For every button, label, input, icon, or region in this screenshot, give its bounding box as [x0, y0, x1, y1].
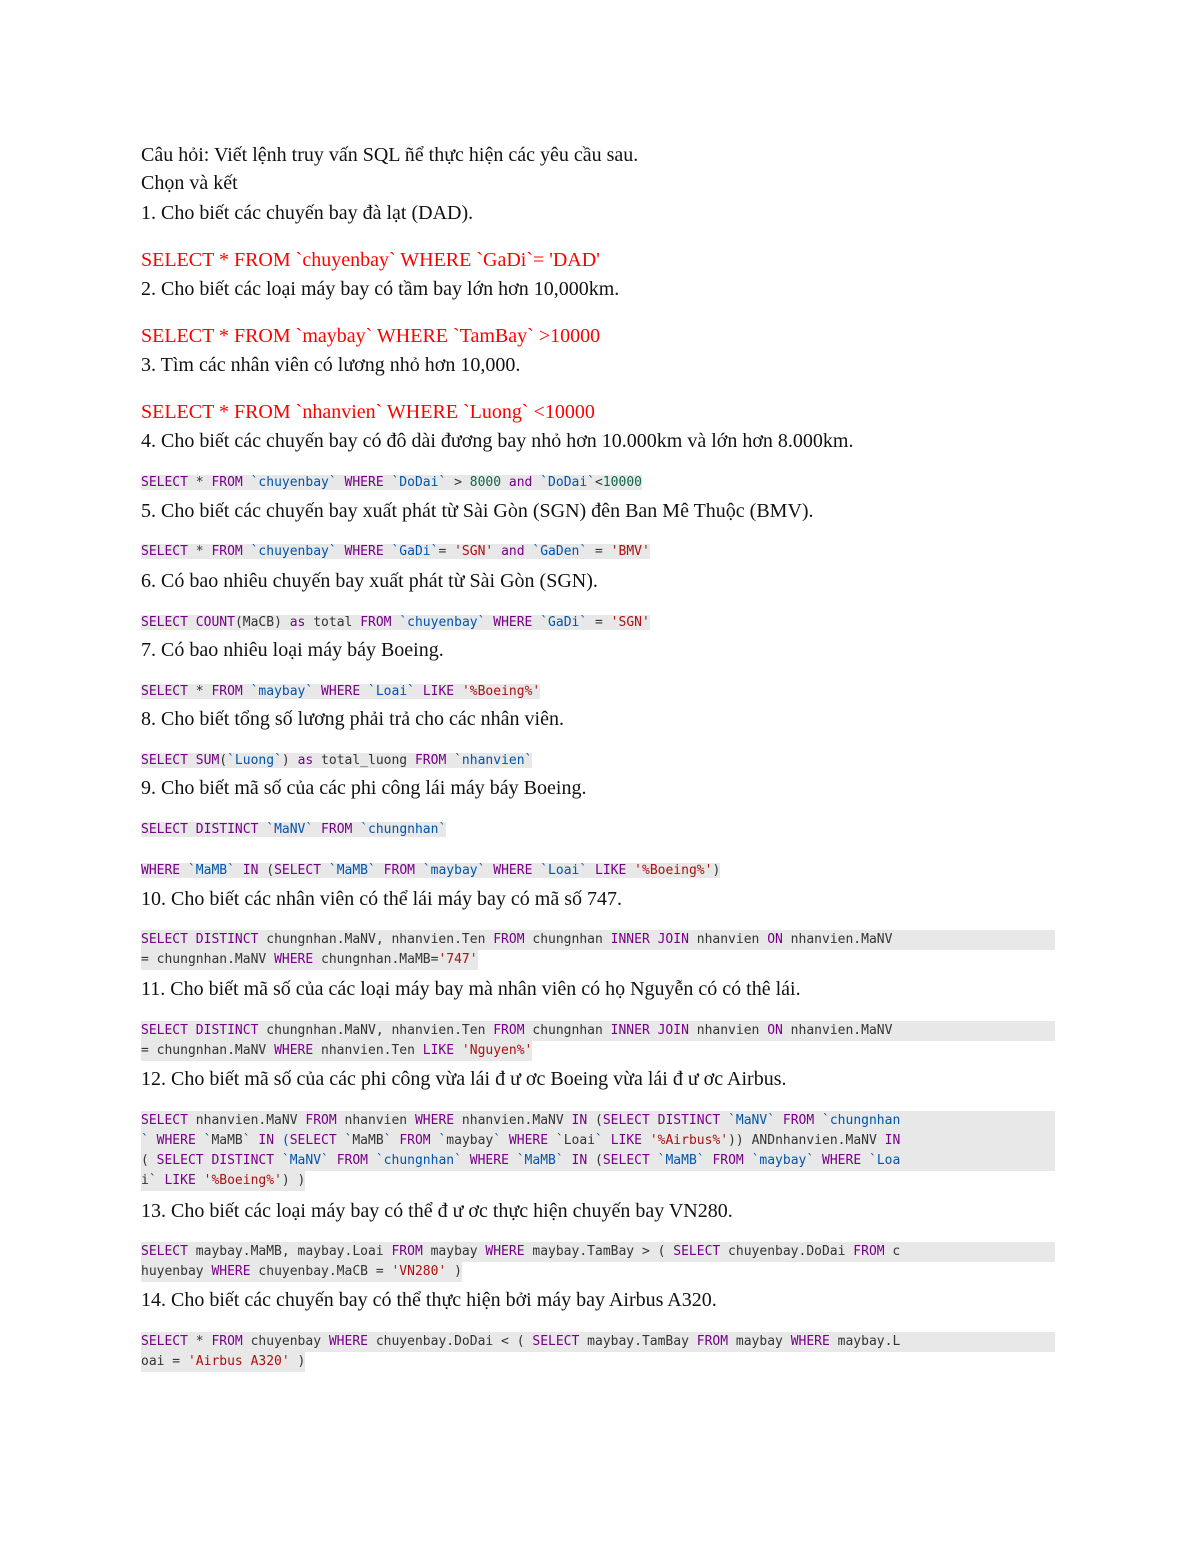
- sql-6-text: SELECT COUNT(MaCB) as total FROM `chuyenbay` WHERE `GaDi` = 'SGN': [141, 615, 650, 630]
- sql-12: [141, 1111, 1055, 1198]
- sql-6: [141, 613, 650, 633]
- sql-13-line-2: huyenbay WHERE chuyenbay.MaCB = 'VN280' ): [141, 1262, 462, 1282]
- question-9: 9. Cho biết mã số của các phi công lái máy báy Boeing.: [141, 777, 587, 799]
- question-10: 10. Cho biết các nhân viên có thể lái máy bay có mã số 747.: [141, 888, 622, 910]
- sql-13-line-1: SELECT maybay.MaMB, maybay.Loai FROM maybay WHERE maybay.TamBay > ( SELECT chuyenbay.DoDai FROM c: [141, 1242, 1055, 1262]
- question-13: 13. Cho biết các loại máy bay có thể đ ư ơc thực hiện chuyến bay VN280.: [141, 1200, 733, 1222]
- sql-12-line-4: i` LIKE '%Boeing%') ): [141, 1171, 305, 1191]
- sql-11-line-2: = chungnhan.MaNV WHERE nhanvien.Ten LIKE 'Nguyen%': [141, 1041, 532, 1061]
- sql-13: [141, 1242, 1055, 1289]
- sql-8-text: SELECT SUM(`Luong`) as total_luong FROM `nhanvien`: [141, 753, 533, 768]
- question-8: 8. Cho biết tổng số lương phải trả cho các nhân viên.: [141, 708, 564, 730]
- question-14: 14. Cho biết các chuyến bay có thể thực hiện bởi máy bay Airbus A320.: [141, 1289, 717, 1311]
- sql-7: [141, 682, 540, 702]
- sql-14-line-1: SELECT * FROM chuyenbay WHERE chuyenbay.DoDai < ( SELECT maybay.TamBay FROM maybay WHERE maybay.L: [141, 1332, 1055, 1352]
- question-7: 7. Có bao nhiêu loại máy báy Boeing.: [141, 639, 444, 661]
- sql-10-line-1: SELECT DISTINCT chungnhan.MaNV, nhanvien.Ten FROM chungnhan INNER JOIN nhanvien ON nhanvien.MaNV: [141, 930, 1055, 950]
- sql-4: [141, 473, 642, 493]
- sql-1: SELECT * FROM `chuyenbay` WHERE `GaDi`= 'DAD': [141, 249, 600, 271]
- sql-14-line-2: oai = 'Airbus A320' ): [141, 1352, 305, 1372]
- question-12: 12. Cho biết mã số của các phi công vừa lái đ ư ơc Boeing vừa lái đ ư ơc Airbus.: [141, 1068, 787, 1090]
- sql-4-text: SELECT * FROM `chuyenbay` WHERE `DoDai` > 8000 and `DoDai`<10000: [141, 475, 642, 490]
- sql-8: [141, 751, 532, 771]
- intro-question: Câu hỏi: Viết lệnh truy vấn SQL ñể thực hiện các yêu cầu sau.: [141, 144, 639, 166]
- sql-12-line-1: SELECT nhanvien.MaNV FROM nhanvien WHERE nhanvien.MaNV IN (SELECT DISTINCT `MaNV` FROM `chungnhan: [141, 1111, 1055, 1131]
- sql-11-line-1: SELECT DISTINCT chungnhan.MaNV, nhanvien.Ten FROM chungnhan INNER JOIN nhanvien ON nhanvien.MaNV: [141, 1021, 1055, 1041]
- question-5: 5. Cho biết các chuyến bay xuất phát từ Sài Gòn (SGN) đên Ban Mê Thuộc (BMV).: [141, 500, 814, 522]
- question-11: 11. Cho biết mã số của các loại máy bay mà nhân viên có họ Nguyễn có có thê lái.: [141, 978, 801, 1000]
- sql-3: SELECT * FROM `nhanvien` WHERE `Luong` <10000: [141, 401, 595, 423]
- question-4: 4. Cho biết các chuyến bay có đô dài đương bay nhỏ hơn 10.000km và lớn hơn 8.000km.: [141, 430, 854, 452]
- sql-5: [141, 542, 650, 562]
- sql-10-line-2: = chungnhan.MaNV WHERE chungnhan.MaMB='747': [141, 950, 478, 970]
- sql-12-line-3: ( SELECT DISTINCT `MaNV` FROM `chungnhan` WHERE `MaMB` IN (SELECT `MaMB` FROM `maybay` WHERE `Loa: [141, 1151, 1055, 1171]
- sql-9-line-1: [141, 820, 446, 840]
- sql-9-line-1-text: SELECT DISTINCT `MaNV` FROM `chungnhan`: [141, 822, 447, 837]
- sql-2: SELECT * FROM `maybay` WHERE `TamBay` >10000: [141, 325, 601, 347]
- sql-9-line-2-text: WHERE `MaMB` IN (SELECT `MaMB` FROM `maybay` WHERE `Loai` LIKE '%Boeing%'): [141, 863, 721, 878]
- question-3: 3. Tìm các nhân viên có lương nhỏ hơn 10,000.: [141, 354, 521, 376]
- sql-7-text: SELECT * FROM `maybay` WHERE `Loai` LIKE '%Boeing%': [141, 684, 541, 699]
- question-2: 2. Cho biết các loại máy bay có tầm bay lớn hơn 10,000km.: [141, 278, 620, 300]
- sql-5-text: SELECT * FROM `chuyenbay` WHERE `GaDi`= 'SGN' and `GaDen` = 'BMV': [141, 544, 650, 559]
- sql-12-line-2: ` WHERE `MaMB` IN (SELECT `MaMB` FROM `maybay` WHERE `Loai` LIKE '%Airbus%')) ANDnhanvien.MaNV IN: [141, 1131, 1055, 1151]
- sql-11: [141, 1021, 1055, 1068]
- sql-9-line-2: [141, 861, 720, 881]
- question-6: 6. Có bao nhiêu chuyến bay xuất phát từ Sài Gòn (SGN).: [141, 570, 598, 592]
- question-1: 1. Cho biết các chuyến bay đà lạt (DAD).: [141, 202, 474, 224]
- intro-select-join: Chọn và kết: [141, 172, 238, 194]
- sql-10: [141, 930, 1055, 977]
- sql-14: [141, 1332, 1055, 1379]
